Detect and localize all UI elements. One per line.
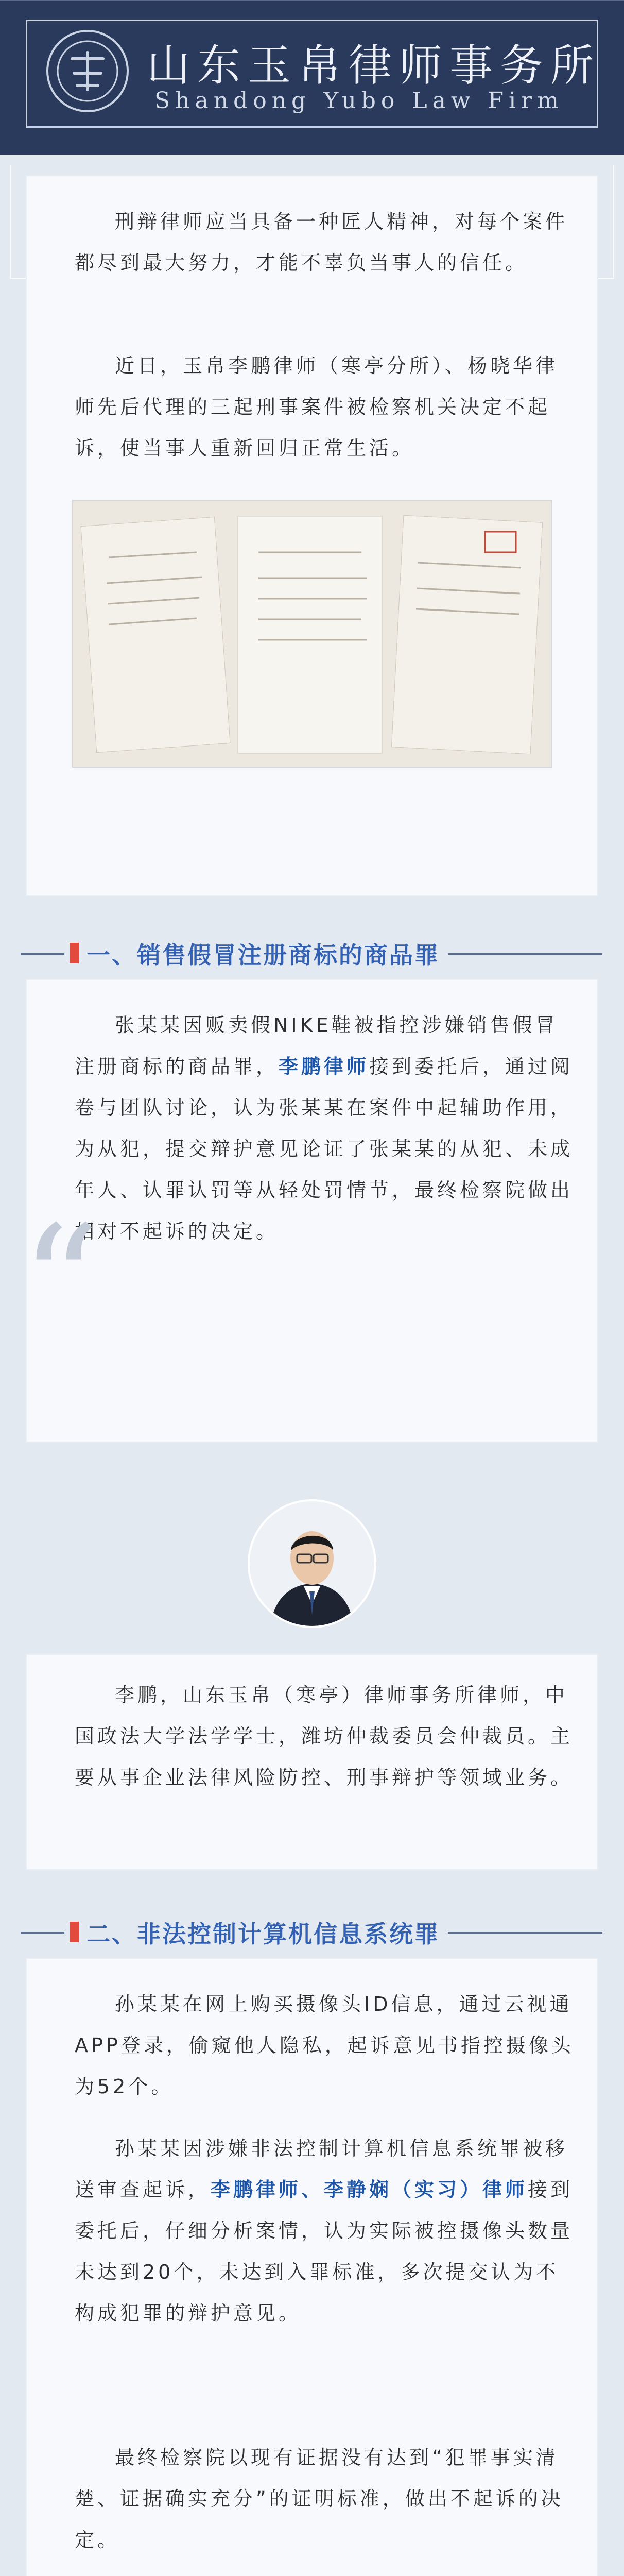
section-2-heading bbox=[0, 1906, 624, 1958]
lawyer-highlight: 李鹏律师 bbox=[279, 1055, 370, 1078]
section-2-body-1: 孙某某在网上购买摄像头ID信息，通过云视通APP登录，偷窥他人隐私，起诉意见书指控摄像头为52个。 bbox=[75, 1993, 574, 2098]
section-1-title: 一、销售假冒注册商标的商品罪 bbox=[86, 941, 440, 969]
section-2-panel bbox=[26, 1958, 598, 2576]
section-1-heading bbox=[0, 927, 624, 979]
section-1-body: 张某某因贩卖假NIKE鞋被指控涉嫌销售假冒注册商标的商品罪，李鹏律师接到委托后，通过阅卷与团队讨论，认为张某某在案件中起辅助作用，为从犯，提交辩护意见论证了张某某的从犯、未成年人、认罪认罚等从轻处罚情节，最终检察院做出相对不起诉的决定。 bbox=[75, 1014, 574, 1243]
firm-seal-icon bbox=[46, 30, 129, 112]
section-marker-icon bbox=[70, 943, 79, 963]
section-marker-icon bbox=[70, 1922, 79, 1942]
section-1-panel bbox=[21, 979, 598, 1443]
intro-paragraph-1: 刑辩律师应当具备一种匠人精神，对每个案件都尽到最大努力，才能不辜负当事人的信任。 bbox=[75, 210, 568, 274]
lawyer-avatar-li-peng bbox=[248, 1499, 376, 1628]
section-2-body-3: 最终检察院以现有证据没有达到“犯罪事实清楚、证据确实充分”的证明标准，做出不起诉的决定。 bbox=[75, 2446, 564, 2551]
lawyer-1-bio: 李鹏，山东玉帛（寒亭）律师事务所律师，中国政法大学法学学士，潍坊仲裁委员会仲裁员。主要从事企业法律风险防控、刑事辩护等领域业务。 bbox=[75, 1684, 574, 1789]
non-prosecution-documents-photo bbox=[72, 500, 552, 768]
firm-name-english: Shandong Yubo Law Firm bbox=[154, 88, 564, 114]
header-banner bbox=[0, 0, 624, 155]
firm-name: 山东玉帛律师事务所 bbox=[147, 40, 601, 91]
section-2-body-2: 孙某某因涉嫌非法控制计算机信息系统罪被移送审查起诉，李鹏律师、李静娴（实习）律师接到委托后，仔细分析案情，认为实际被控摄像头数量未达到20个，未达到入罪标准，多次提交认为不构成犯罪的辩护意见。 bbox=[75, 2137, 574, 2325]
quote-mark-icon: “ bbox=[21, 1193, 100, 1372]
intro-panel bbox=[26, 175, 598, 896]
intro-paragraph-2: 近日，玉帛李鹏律师（寒亭分所）、杨晓华律师先后代理的三起刑事案件被检察机关决定不起诉，使当事人重新回归正常生活。 bbox=[75, 354, 559, 460]
lawyer-highlight: 李鹏律师、李静娴（实习）律师 bbox=[211, 2178, 528, 2201]
section-2-title: 二、非法控制计算机信息系统罪 bbox=[86, 1920, 440, 1948]
lawyer-1-bio-panel bbox=[26, 1654, 598, 1870]
